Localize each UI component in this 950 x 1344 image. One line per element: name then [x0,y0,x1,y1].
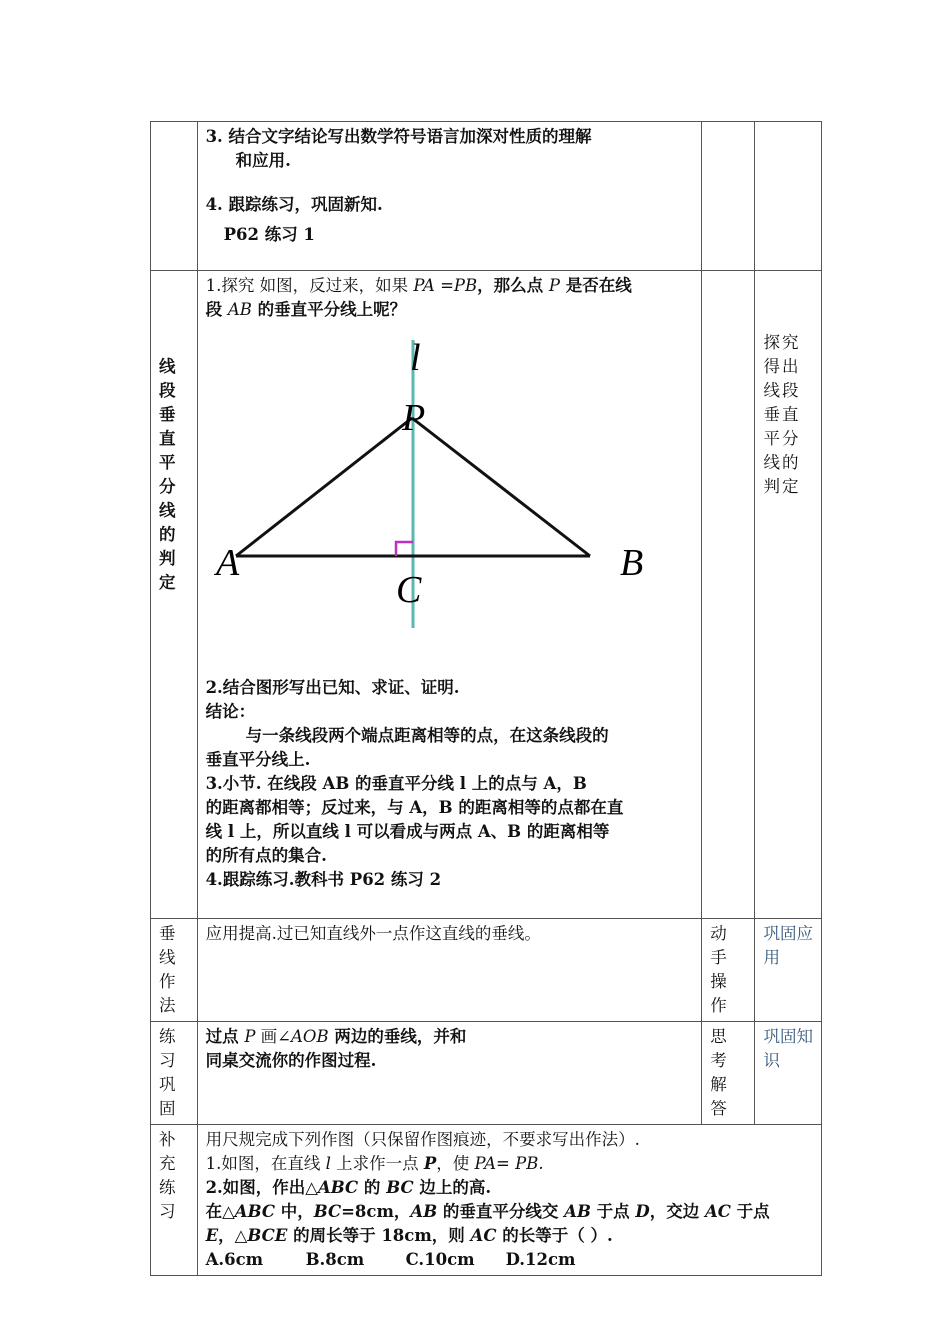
cell-content-row4 [197,1022,702,1125]
cell-content-row2 [197,271,702,919]
row-judgement [151,271,822,919]
practice-line1: 过点 P 画∠AOB 两边的垂线，并和 [205,1027,467,1046]
summary-line2: 的距离都相等；反过来，与 A，B 的距离相等的点都在直 [205,798,624,817]
label-p: P [401,397,425,439]
question-1-cont: 段 AB 的垂直平分线上呢？ [205,300,407,319]
item-4: 4. 跟踪练习，巩固新知. [205,195,383,214]
practice-line2: 同桌交流你的作图过程. [205,1051,377,1070]
item-4-practice: P62 练习 1 [223,225,315,244]
cell-activity-empty [702,122,755,271]
cell-content-row1 [197,122,702,271]
cell-activity-empty-2 [702,271,755,919]
question-1: 1.探究 如图，反过来，如果 PA =PB，那么点 P 是否在线 [205,276,632,295]
activity-hands-on: 动手操作 [702,919,755,1022]
section-label-judgement: 线段垂直平分线的判定 [151,271,198,919]
row-practice [151,1022,822,1125]
conclusion-line1: 与一条线段两个端点距离相等的点，在这条线段的 [245,726,609,745]
item-3: 3. 结合文字结论写出数学符号语言加深对性质的理解 [205,127,592,146]
row-perpendicular [151,919,822,1022]
label-b: B [619,542,643,584]
supplement-q1: 1.如图，在直线 l 上求作一点 P，使 PA= PB. [205,1154,544,1173]
row-supplement [151,1125,822,1276]
segment-pa [236,418,412,556]
supplement-q2: 2.如图，作出△ABC 的 BC 边上的高. [205,1178,492,1197]
section-label-practice: 练习巩固 [151,1022,198,1125]
section-label-perpendicular: 垂线作法 [151,919,198,1022]
activity-think: 思考解答 [702,1022,755,1125]
answer-options [206,1248,813,1272]
goal-judgement: 探究得出线段垂直平分线的判定 [755,271,822,919]
section-label-supplement: 补充练习 [151,1125,198,1276]
summary-line1: 3.小节. 在线段 AB 的垂直平分线 l 上的点与 A，B [205,774,587,793]
perpendicular-bisector-figure [202,326,672,676]
practice-2: 4.跟踪练习.教科书 P62 练习 2 [205,870,442,889]
cell-goal-empty [755,122,822,271]
option-b: B.8cm [305,1250,365,1269]
label-a: A [215,542,239,584]
conclusion-line2: 垂直平分线上. [205,750,311,769]
option-d: D.12cm [505,1250,576,1269]
summary-line4: 的所有点的集合. [205,846,327,865]
option-c: C.10cm [405,1250,475,1269]
row-continuation [151,122,822,271]
supplement-q3-line2: E，△BCE 的周长等于 18cm，则 AC 的长等于（ ）. [205,1226,613,1245]
cell-content-row5 [197,1125,821,1276]
item-3-cont: 和应用. [235,151,291,170]
right-angle-mark [396,542,413,556]
goal-apply: 巩固应用 [755,919,822,1022]
label-l: l [409,337,421,379]
segment-pb [412,418,590,556]
label-c: C [395,569,421,611]
lesson-plan-table [150,121,822,1276]
goal-consolidate: 巩固知识 [755,1022,822,1125]
conclusion-label: 结论： [205,702,256,721]
option-a: A.6cm [205,1250,264,1269]
perpendicular-text: 应用提高.过已知直线外一点作这直线的垂线。 [197,919,702,1022]
supplement-intro: 用尺规完成下列作图（只保留作图痕迹，不要求写出作法）. [205,1130,640,1149]
cell-label-empty [151,122,198,271]
summary-line3: 线 l 上，所以直线 l 可以看成与两点 A、B 的距离相等 [205,822,610,841]
question-2: 2.结合图形写出已知、求证、证明. [205,678,460,697]
supplement-q3-line1: 在△ABC 中，BC=8cm，AB 的垂直平分线交 AB 于点 D，交边 AC 于点 [205,1202,770,1221]
